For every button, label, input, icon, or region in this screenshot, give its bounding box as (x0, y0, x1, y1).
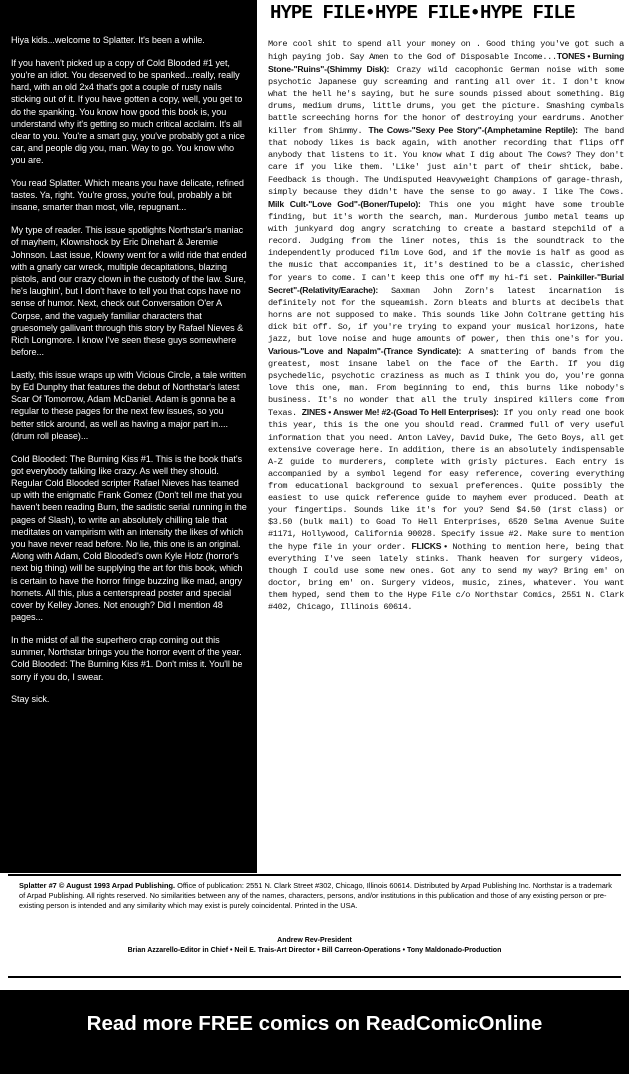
credits-president: Andrew Rev-President (277, 937, 352, 944)
zines-heading: ZINES • Answer Me! #2-(Goad To Hell Enterprises): (301, 407, 499, 418)
hype-file-header: HYPE FILE•HYPE FILE•HYPE FILE (270, 2, 575, 24)
painkiller-review: Saxman John Zorn's latest incarnation is definitely not for the squeamish. Zorn bleats and blurts at decibels that horns are not supposed to make. This sounds like John Coltrane getting his dick bit off. So, if you're trying to expand your musical horizons, hate jazz, but love noise and huge amounts of power, then this one's for you. (268, 285, 624, 345)
milk-cult-review: This one you might have some trouble finding, but it's worth the search, man. Murderous jumbo metal teams up with junkyard dog angry scratching to create a bastard stepchild of a record. Judging from the liner notes, this is the soundtrack to the independently produced film Love God, and if the movie is half as good as the music that accompanies it, it's destined to be a classic, cherished for years to come. I can't keep this one off my hi-fi set. (268, 199, 624, 283)
tones-review: Crazy wild cacophonic German noise with some psychotic Japanese guy screaming and ranting all over it. I don't know what the hell he's saying, but he sure sounds pissed about something. Big drums, medium drums, little drums, you get the picture. Smashing cymbals battle screeching horns for the honor of destroying your eardrums. Another killer from Shimmy. (268, 65, 624, 137)
various-review: A smattering of bands from the greatest, most insane label on the face of the Earth. If you dig psychedelic, psychotic craziness as much as I think you do, you're gonna love this one, man. From beginning to end, this burns like nobody's business. It's no wonder that all the truly inspired killers come from Texas. (268, 347, 624, 419)
hype-intro: More cool shit to spend all your money on . Good thing you've got such a high paying job. Say Amen to the God of Disposable Income... (268, 39, 624, 63)
zines-review: If you only read one book this year, this is the one you should read. Crammed full of very useful information that you need. Anton LaVey, David Duke, The Geto Boys, all get extensive coverage here. In addition, there is an absolutely indispensable A-Z guide to murderers, complete with grisly pictures. Each entry is accompanied by a symbol legend for easy reference, covering everything from educational background to sexual preferences. Quite possibly the easiest to use quick reference guide to mayhem ever produced. Death at your fingertips. Sounds like it's for you? Send $4.50 (1rst class) or $3.50 (bulk mail) to Goad To Hell Enterprises, 6520 Selma Avenue Suite #1171, Hollywood, California 90028. Specify issue #2. Make sure to mention the hype file in your order. (268, 408, 624, 552)
read-more-banner[interactable]: Read more FREE comics on ReadComicOnline (86, 1012, 543, 1035)
flicks-heading: FLICKS • (411, 540, 447, 551)
painkiller-heading: Painkiller-"Burial Secret"-(Relativity/Earache): (268, 271, 624, 295)
editorial-paragraph-3: You read Splatter. Which means you have delicate, refined tastes. Ya, right. You're gross, you're foul, probably a bit insane, smarter than most, vile, repugnant... (11, 178, 244, 213)
legal-notice-title: Splatter #7 © August 1993 Arpad Publishing. (19, 881, 176, 890)
various-heading: Various-"Love and Napalm"-(Trance Syndicate): (268, 346, 462, 357)
flicks-review: Nothing to mention here, being that everything I've seen lately stinks. Thank heaven for surgery videos, though I could use some new ones. Got any to send my way? Bring em' on doctor, bring em' on. Surgery videos, music, zines, whatever. You want them hyped, send them to the Hype File c/o Northstar Comics, 2551 N. Clark #402, Chicago, Illinois 60614. (268, 541, 625, 613)
editorial-paragraph-1: Hiya kids...welcome to Splatter. It's been a while. (11, 35, 205, 45)
hype-file-column (262, 0, 629, 873)
editorial-paragraph-5: Lastly, this issue wraps up with Vicious Circle, a tale written by Ed Dunphy that features the debut of Northstar's latest Scar Of Tomorrow, Adam McDaniel. Adam is gonna be a regular to these pages for the next few issues, so you better stick around, as well as having a major part in....(drum roll please)... (11, 369, 247, 441)
credits-staff: Brian Azzarello-Editor in Chief • Neil E. Trais-Art Director • Bill Carreon-Operations • Tony Maldonado-Production (127, 947, 502, 954)
editorial-paragraph-4: My type of reader. This issue spotlights Northstar's maniac of mayhem, Klownshock by Eric Dinehart & Jeremie Johnson. Last issue, Klowny went for a wild ride that ended with a gnarly car wreck, multiple decapitations, blazing pistols, and our crazy clown in the custody of the law. Sure, he's laughin', but I don't have to tell you that cops have no sense of humor. Next, check out Conversation O'er A Corpse, and the vaguely familiar characters that gruesomely gallivant through this story by Rafael Nieves & Rich Longmore. I know I've seen these guys somewhere before... (11, 225, 247, 358)
legal-notice (19, 881, 615, 911)
footer-divider (8, 874, 621, 876)
milk-cult-heading: Milk Cult-"Love God"-(Boner/Tupelo): (268, 198, 421, 209)
editorial-paragraph-7: In the midst of all the superhero crap coming out this summer, Northstar brings you the horror event of the year. Cold Blooded: The Burning Kiss #1. Don't miss it. You'll be sorry if you do, I swear. (11, 634, 243, 682)
legal-notice-body: Office of publication: 2551 N. Clark Street #302, Chicago, Illinois 60614. Distributed by Arpad Publishing Inc. Northstar is a trademark of Arpad Publishing. All rights reserved. No similarities between any of the names, characters, persons, and/or institutions in this publication and those of any existing person or pre-existing person is intended and any similarity which may exist is purely coincidental. Printed in the USA. (19, 881, 612, 910)
hype-file-body (268, 38, 624, 613)
editorial-paragraph-2: If you haven't picked up a copy of Cold Blooded #1 yet, you're an idiot. You deserved to be spanked...really, really hard, with an old 2x4 that's got a couple of rusty nails sticking out of it. If you have gotten a copy, well, you get to do the spanking. You know how good this book is, you understand why it's getting so much critical acclaim. It's all clear to you. You're a smart guy, you've probably got a nice car, and people dig you, man. Way to go. You know who you are. (11, 57, 245, 166)
editorial-column (0, 0, 257, 873)
cows-review: The band that nobody likes is back again, with another recording that flips off anybody that listens to it. You know what I dig about The Cows? They don't care if you like them. 'Like' just ain't part of their shtick, babe. Feedback is though. The Undisputed Heavyweight Champions of garage-thrash, simply because they didn't have the sense to go away. I like The Cows. (268, 126, 624, 197)
cows-heading: The Cows-"Sexy Pee Story"-(Amphetamine Reptile): (368, 125, 578, 136)
editorial-paragraph-8: Stay sick. (11, 694, 50, 705)
tones-heading: TONES • Burning Stone-"Ruins"-(Shimmy Disk): (268, 51, 624, 75)
editorial-paragraph-6: Cold Blooded: The Burning Kiss #1. This is the book that's got everybody talking like crazy. As well they should. Regular Cold Blooded scripter Rafael Nieves has teamed up with the enigmatic Frank Gomez (Don't tell me that you haven't been reading Burn, the sadistic serial running in the pages of Slash), to write an absolutely chilling tale that meditates on vampirism with an intensity the likes of which you have never read before. No lie, this one is an original. Along with Adam, Cold Blooded's own Kyle Hotz (horror's next big thing) will be supplying the art for this book, which is certain to have the horror fringe buzzing like mad, angry hornets. All this, plus a centerspread poster and special cover by Kelley Jones. Not enough? Did I mention 48 pages... (11, 453, 247, 623)
staff-credits (0, 936, 629, 956)
credits-divider (8, 976, 621, 978)
